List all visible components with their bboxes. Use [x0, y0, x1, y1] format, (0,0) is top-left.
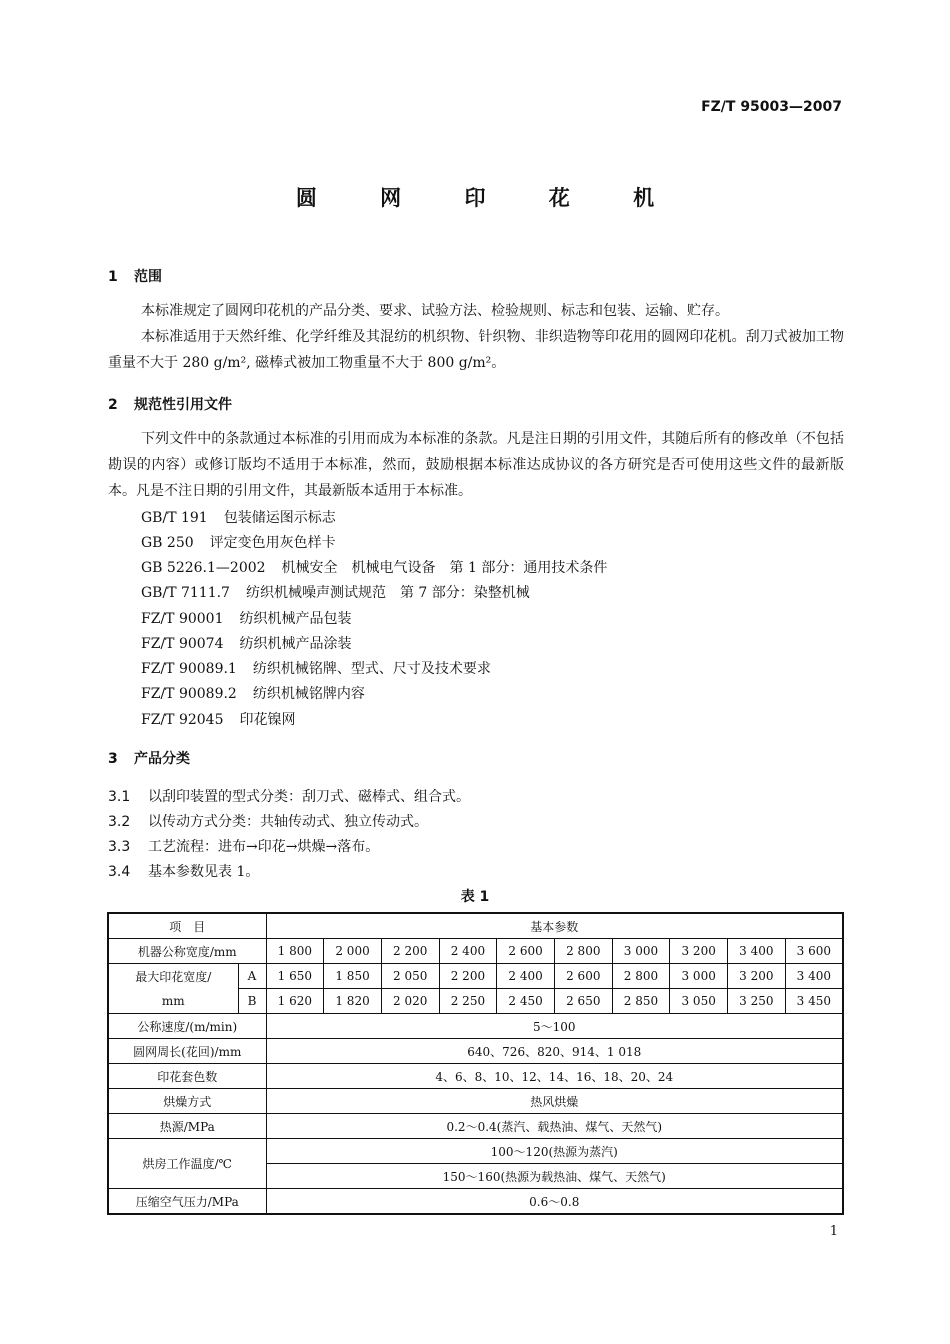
reference-title: 纺织机械产品包装 [239, 611, 352, 627]
section-2-intro: 下列文件中的条款通过本标准的引用而成为本标准的条款。凡是注日期的引用文件，其随后所有的修改单（不包括勘误的内容）或修订版均不适用于本标准，然而，鼓励根据本标准达成协议的各方研究是否可使用这些文件的最新版本。凡是不注日期的引用文件，其最新版本适用于本标准。 [108, 431, 844, 499]
table-cell: 1 620 [266, 989, 324, 1014]
table-cell: 3 050 [670, 989, 728, 1014]
reference-item [141, 532, 336, 552]
table-cell: 150～160(热源为载热油、煤气、天然气) [266, 1164, 843, 1189]
table-cell: 2 020 [381, 989, 439, 1014]
table-cell: 2 400 [439, 939, 497, 964]
reference-item [141, 658, 491, 678]
section-2-heading [108, 394, 232, 414]
parameter-table [107, 912, 844, 1215]
section-title: 规范性引用文件 [134, 397, 232, 413]
reference-code: FZ/T 92045 [141, 712, 224, 728]
page-number: 1 [829, 1224, 838, 1239]
row-label: 公称速度/(m/min) [108, 1014, 266, 1039]
reference-item [141, 507, 336, 527]
subrow-label: A [238, 964, 266, 989]
table-caption: 表 1 [460, 889, 490, 905]
table-cell: 0.6～0.8 [266, 1189, 843, 1215]
table-cell: 2 850 [612, 989, 670, 1014]
table-cell: 1 800 [266, 939, 324, 964]
table-cell: 1 650 [266, 964, 324, 989]
table-row [108, 1139, 843, 1164]
table-cell: 3 250 [728, 989, 786, 1014]
row-label-line: 最大印花宽度/ [135, 969, 212, 984]
row-label: 烘房工作温度/℃ [108, 1139, 266, 1189]
reference-title: 评定变色用灰色样卡 [209, 535, 336, 551]
table-cell: 2 600 [497, 939, 555, 964]
section-1-paragraph-1: 本标准规定了圆网印花机的产品分类、要求、试验方法、检验规则、标志和包装、运输、贮存。 [141, 303, 729, 319]
table-cell: 2 600 [554, 964, 612, 989]
table-cell: 2 250 [439, 989, 497, 1014]
section-title: 范围 [134, 269, 162, 285]
row-label: 印花套色数 [108, 1064, 266, 1089]
table-cell: 1 820 [324, 989, 382, 1014]
table-cell: 3 400 [785, 964, 843, 989]
reference-code: GB/T 191 [141, 510, 208, 526]
table-cell: 3 450 [785, 989, 843, 1014]
table-row [108, 1039, 843, 1064]
section-title: 产品分类 [134, 751, 190, 767]
reference-code: GB/T 7111.7 [141, 585, 230, 601]
table-cell: 2 050 [381, 964, 439, 989]
table-row [108, 1189, 843, 1215]
table-cell: 2 200 [439, 964, 497, 989]
reference-title: 包装储运图示标志 [223, 510, 336, 526]
row-label: 圆网周长(花回)/mm [108, 1039, 266, 1064]
table-cell: 3 200 [728, 964, 786, 989]
reference-title: 纺织机械噪声测试规范 第 7 部分：染整机械 [245, 585, 530, 601]
row-label: 热源/MPa [108, 1114, 266, 1139]
table-row [108, 964, 843, 989]
document-title: 圆 网 印 花 机 [295, 186, 683, 210]
reference-title: 机械安全 机械电气设备 第 1 部分：通用技术条件 [281, 560, 608, 576]
table-cell: 3 600 [785, 939, 843, 964]
clause-number: 3.2 [108, 814, 131, 830]
row-label: 压缩空气压力/MPa [108, 1189, 266, 1215]
reference-code: GB 5226.1—2002 [141, 560, 266, 576]
section-number: 1 [108, 269, 118, 285]
reference-title: 纺织机械产品涂装 [239, 636, 352, 652]
section-3-heading [108, 748, 190, 768]
table-cell: 0.2～0.4(蒸汽、载热油、煤气、天然气) [266, 1114, 843, 1139]
table-row [108, 1089, 843, 1114]
table-row [108, 1014, 843, 1039]
reference-code: FZ/T 90074 [141, 636, 224, 652]
header-item-cell: 项 目 [108, 913, 266, 939]
clause-text: 工艺流程：进布→印花→烘燥→落布。 [148, 839, 380, 855]
row-label [108, 964, 238, 1014]
reference-item [141, 683, 365, 703]
clause-number: 3.1 [108, 789, 131, 805]
reference-item [141, 633, 351, 653]
reference-code: FZ/T 90089.2 [141, 686, 237, 702]
subrow-label: B [238, 989, 266, 1014]
table-cell: 2 200 [381, 939, 439, 964]
row-label: 烘燥方式 [108, 1089, 266, 1114]
table-cell: 5～100 [266, 1014, 843, 1039]
clause-text: 以刮印装置的型式分类：刮刀式、磁棒式、组合式。 [148, 789, 470, 805]
table-cell: 2 400 [497, 964, 555, 989]
table-cell: 3 200 [670, 939, 728, 964]
table-cell: 热风烘燥 [266, 1089, 843, 1114]
table-cell: 4、6、8、10、12、14、16、18、20、24 [266, 1064, 843, 1089]
reference-code: GB 250 [141, 535, 194, 551]
clause-item [108, 836, 379, 856]
clause-item [108, 786, 470, 806]
clause-number: 3.4 [108, 864, 131, 880]
reference-code: FZ/T 90001 [141, 611, 224, 627]
table-cell: 3 000 [670, 964, 728, 989]
table-cell: 2 450 [497, 989, 555, 1014]
row-label-line: mm [161, 993, 185, 1008]
section-1-paragraph-2: 本标准适用于天然纤维、化学纤维及其混纺的机织物、针织物、非织造物等印花用的圆网印花机。刮刀式被加工物重量不大于 280 g/m², 磁棒式被加工物重量不大于 800 g/m²。 [108, 329, 844, 371]
reference-title: 纺织机械铭牌、型式、尺寸及技术要求 [252, 661, 491, 677]
table-cell: 2 650 [554, 989, 612, 1014]
table-cell: 640、726、820、914、1 018 [266, 1039, 843, 1064]
section-1-heading [108, 266, 162, 286]
clause-item [108, 861, 259, 881]
standard-number: FZ/T 95003—2007 [701, 99, 842, 115]
row-label: 机器公称宽度/mm [108, 939, 266, 964]
reference-item [141, 557, 607, 577]
reference-title: 印花镍网 [239, 712, 296, 728]
table-cell: 2 800 [554, 939, 612, 964]
table-cell: 2 800 [612, 964, 670, 989]
clause-number: 3.3 [108, 839, 131, 855]
table-cell: 2 000 [324, 939, 382, 964]
clause-text: 以传动方式分类：共轴传动式、独立传动式。 [148, 814, 428, 830]
table-row [108, 1064, 843, 1089]
reference-code: FZ/T 90089.1 [141, 661, 237, 677]
table-cell: 100～120(热源为蒸汽) [266, 1139, 843, 1164]
table-header-row [108, 913, 843, 939]
table-cell: 1 850 [324, 964, 382, 989]
clause-item [108, 811, 428, 831]
reference-item [141, 582, 530, 602]
reference-item [141, 608, 351, 628]
table-cell: 3 400 [728, 939, 786, 964]
table-row [108, 939, 843, 964]
section-number: 3 [108, 751, 118, 767]
table-row [108, 1114, 843, 1139]
section-number: 2 [108, 397, 118, 413]
clause-text: 基本参数见表 1。 [148, 864, 260, 880]
reference-item [141, 709, 295, 729]
header-params-cell: 基本参数 [266, 913, 843, 939]
table-cell: 3 000 [612, 939, 670, 964]
reference-title: 纺织机械铭牌内容 [252, 686, 365, 702]
